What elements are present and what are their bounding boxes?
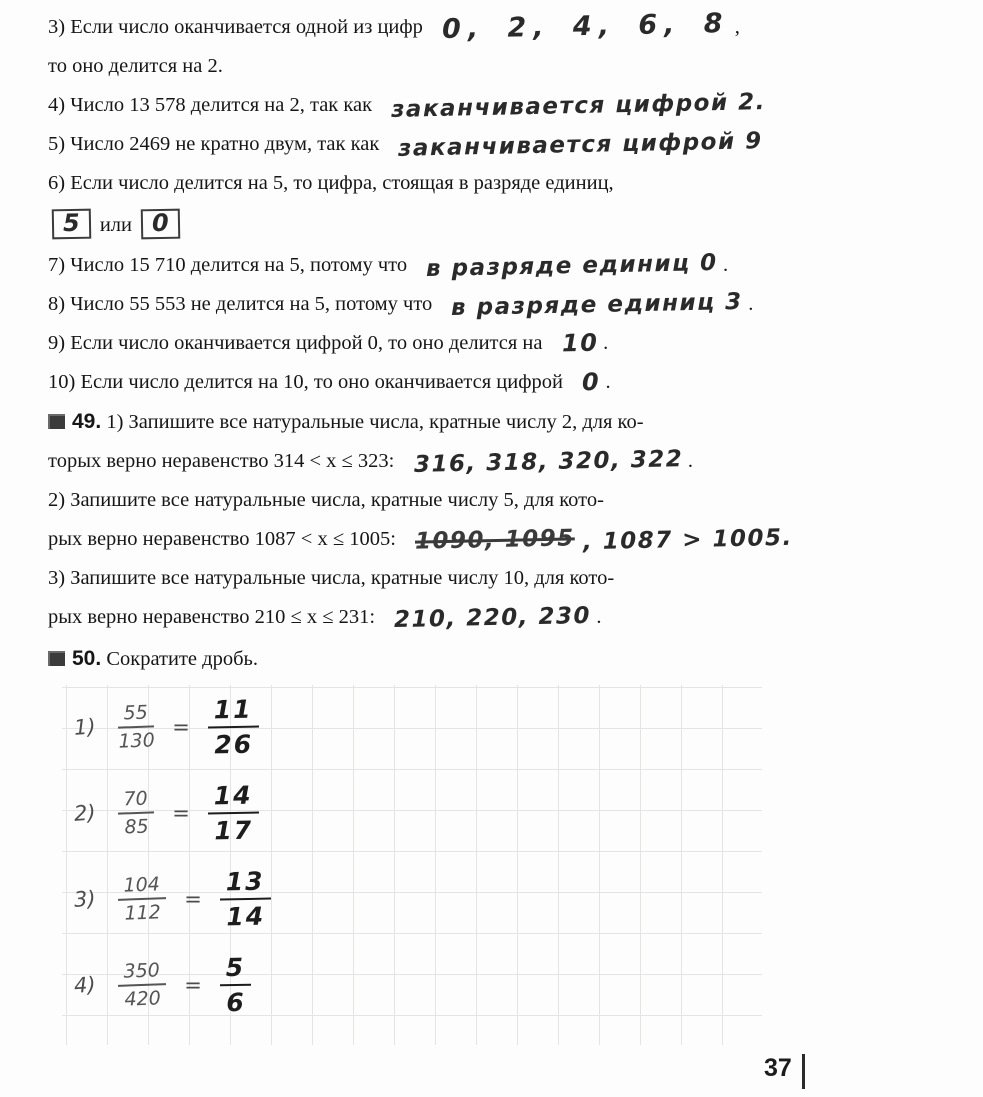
printed-text: 3) Если число оканчивается одной из цифр [48, 16, 423, 38]
problem-label: 1) [73, 714, 97, 740]
printed-text: 2) Запишите все натуральные числа, кратные числу 5, для кото- [48, 489, 604, 511]
problem-label: 2) [73, 800, 97, 826]
handwritten-answer: 316, 318, 320, 322 [413, 446, 684, 478]
printed-punct: . [687, 450, 694, 472]
numerator: 5 [219, 953, 251, 987]
fill-in-item-8 [48, 288, 949, 322]
task-marker-icon [48, 414, 65, 429]
denominator: 17 [213, 815, 254, 846]
fill-in-item-5 [48, 128, 949, 162]
handwritten-answer: заканчивается цифрой 9 [398, 128, 764, 162]
fill-in-item-4 [48, 89, 949, 123]
handwritten-answer: 0, 2, 4, 6, 8 [441, 7, 730, 46]
squared-paper-area [62, 685, 762, 1045]
printed-text: рых верно неравенство 1087 < x ≤ 1005: [48, 528, 396, 550]
handwritten-answer: , 1087 > 1005. [582, 524, 793, 556]
denominator: 6 [225, 987, 246, 1018]
denominator: 26 [213, 729, 254, 760]
denominator: 14 [225, 901, 266, 932]
fill-in-item-3-cont [48, 53, 949, 79]
denominator: 85 [124, 815, 150, 839]
given-fraction [117, 787, 155, 838]
numerator: 350 [117, 959, 166, 987]
printed-text: 5) Число 2469 не кратно двум, так как [48, 133, 380, 155]
fill-in-item-10 [48, 369, 949, 395]
denominator: 112 [124, 901, 162, 925]
fraction-problem-3 [74, 867, 762, 931]
fraction-problem-4 [74, 953, 762, 1017]
handwritten-answer: в разряде единиц 0 [425, 249, 719, 283]
printed-punct: . [748, 293, 754, 315]
printed-text: 4) Число 13 578 делится на 2, так как [48, 94, 373, 116]
printed-punct: . [596, 606, 602, 628]
printed-text: рых верно неравенство 210 ≤ x ≤ 231: [48, 606, 376, 628]
printed-punct: , [734, 16, 740, 38]
fraction-problem-1 [74, 695, 762, 759]
handwritten-answer: в разряде единиц 3 [451, 288, 744, 322]
handwritten-answer: заканчивается цифрой 2. [390, 89, 767, 123]
printed-punct: . [723, 254, 729, 276]
numerator: 13 [219, 867, 270, 901]
fill-in-item-7 [48, 249, 949, 283]
denominator: 130 [118, 729, 156, 753]
boxed-answer: 0 [141, 209, 180, 240]
printed-text: 10) Если число делится на 10, то оно оканчивается цифрой [48, 371, 563, 393]
problem-label: 3) [73, 886, 97, 912]
answer-fraction [219, 953, 252, 1018]
task-49-sub2-line2 [48, 524, 949, 556]
task-49-sub3-line2 [48, 602, 949, 634]
printed-punct: . [605, 371, 611, 393]
printed-punct: . [603, 332, 609, 354]
answer-fraction [207, 695, 259, 760]
handwritten-answer: 0 [581, 367, 601, 397]
task-50-title [48, 646, 949, 672]
numerator: 11 [207, 695, 258, 729]
handwritten-answer: 210, 220, 230 [393, 602, 592, 634]
printed-text: или [99, 214, 132, 236]
task-49 [48, 409, 949, 634]
task-number: 50. [72, 647, 102, 670]
equals-sign: = [184, 973, 202, 997]
task-49-sub1-line2 [48, 446, 949, 478]
printed-text: 6) Если число делится на 5, то цифра, стоящая в разряде единиц, [48, 172, 614, 194]
equals-sign: = [184, 887, 202, 911]
handwritten-crossed-out: 1090, 1095 [414, 525, 576, 555]
numerator: 14 [207, 781, 258, 815]
printed-text: торых верно неравенство 314 < x ≤ 323: [48, 450, 395, 472]
task-49-sub2-line1 [48, 487, 949, 513]
equals-sign: = [172, 801, 190, 825]
denominator: 420 [124, 987, 162, 1011]
handwritten-answer: 10 [561, 328, 599, 358]
boxed-answer: 5 [52, 209, 91, 240]
task-marker-icon [48, 651, 65, 666]
fill-in-item-6-answers [48, 209, 949, 239]
printed-text: 1) Запишите все натуральные числа, кратные числу 2, для ко- [106, 411, 644, 433]
task-49-sub3-line1 [48, 565, 949, 591]
printed-text: 9) Если число оканчивается цифрой 0, то оно делится на [48, 332, 543, 354]
task-50 [48, 646, 949, 1045]
task-49-sub1-line1 [48, 409, 949, 435]
page-number: 37 [764, 1054, 805, 1089]
given-fraction [117, 873, 167, 925]
printed-text: 7) Число 15 710 делится на 5, потому что [48, 254, 408, 276]
printed-text: то оно делится на 2. [48, 55, 223, 77]
equals-sign: = [172, 715, 190, 739]
problem-label: 4) [73, 972, 97, 998]
fill-in-item-9 [48, 330, 949, 356]
fill-in-item-6 [48, 170, 949, 196]
given-fraction [117, 959, 167, 1011]
numerator: 104 [117, 873, 166, 901]
numerator: 55 [117, 701, 154, 728]
fraction-problem-2 [74, 781, 762, 845]
fill-in-item-3 [48, 7, 949, 46]
printed-text: 3) Запишите все натуральные числа, кратные числу 10, для кото- [48, 567, 615, 589]
printed-text: Сократите дробь. [106, 648, 258, 670]
numerator: 70 [117, 787, 154, 814]
given-fraction [117, 701, 155, 752]
printed-text: 8) Число 55 553 не делится на 5, потому что [48, 293, 433, 315]
answer-fraction [219, 867, 271, 932]
answer-fraction [207, 781, 259, 846]
task-number: 49. [72, 410, 102, 433]
